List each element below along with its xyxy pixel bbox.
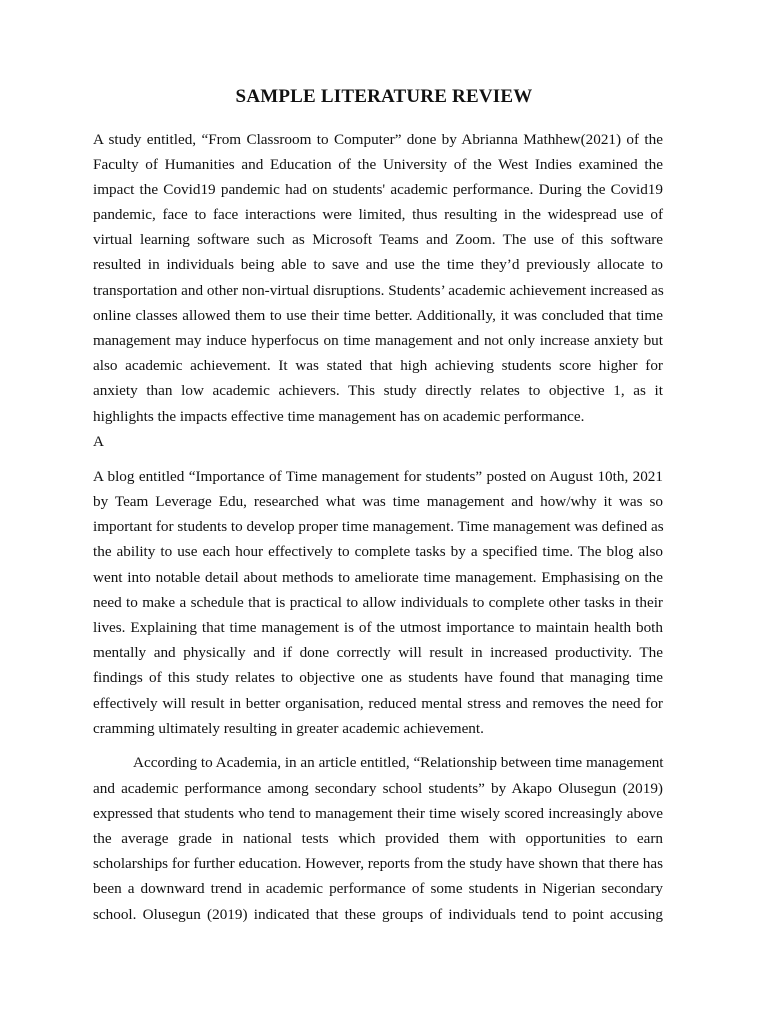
paragraph-2-line: the ability to use each hour effectively to complete tasks by a specified time. The blog also [93, 543, 663, 560]
paragraph-3-line: scholarships for further education. However, reports from the study have shown that there has [93, 855, 664, 872]
paragraph-1-last-line: highlights the impacts effective time management has on academic performance. [93, 408, 585, 425]
paragraph-3-line: and academic performance among secondary school students” by Akapo Olusegun (2019) [93, 780, 663, 797]
paragraph-2-line: mentally and physically and if done correctly will result in increased productivity. The [93, 644, 663, 661]
paragraph-2-last-line: cramming ultimately resulting in greater academic achievement. [93, 720, 484, 737]
paragraph-1-line: transportation and other non-virtual disruptions. Students’ academic achievement increased as [93, 282, 664, 299]
paragraph-1-line: Faculty of Humanities and Education of the University of the West Indies examined the [93, 156, 663, 173]
paragraph-3-line: school. Olusegun (2019) indicated that these groups of individuals tend to point accusing [93, 906, 663, 923]
paragraph-1-line: virtual learning software such as Microsoft Teams and Zoom. The use of this software [93, 231, 663, 248]
paragraph-1-line: pandemic, face to face interactions were limited, thus resulting in the widespread use of [93, 206, 663, 223]
paragraph-1-line: anxiety than low academic achievers. This study directly relates to objective 1, as it [93, 382, 663, 399]
paragraph-2-line: lives. Explaining that time management is of the utmost importance to maintain health both [93, 619, 663, 636]
paragraph-2-line: went into notable detail about methods to ameliorate time management. Emphasising on the [93, 569, 663, 586]
paragraph-3-first-line: According to Academia, in an article entitled, “Relationship between time management [133, 754, 664, 771]
paragraph-3-line: the average grade in national tests which provided them with opportunities to earn [93, 830, 663, 847]
paragraph-2-line: A blog entitled “Importance of Time management for students” posted on August 10th, 2021 [93, 468, 663, 485]
paragraph-3-line: expressed that students who tend to management their time wisely scored increasingly above [93, 805, 663, 822]
paragraph-2-line: findings of this study relates to objective one as students have found that managing time [93, 669, 663, 686]
paragraph-1-line: management may induce hyperfocus on time management and not only increase anxiety but [93, 332, 663, 349]
paragraph-3-line: been a downward trend in academic performance of some students in Nigerian secondary [93, 880, 663, 897]
paragraph-1-line: impact the Covid19 pandemic had on students' academic performance. During the Covid19 [93, 181, 663, 198]
paragraph-2-line: by Team Leverage Edu, researched what was time management and how/why it was so [93, 493, 663, 510]
paragraph-1-line: also academic achievement. It was stated that high achieving students score higher for [93, 357, 663, 374]
paragraph-2-line: effectively will result in better organisation, reduced mental stress and removes the need for [93, 695, 663, 712]
paragraph-2-line: need to make a schedule that is practical to allow individuals to complete other tasks in their [93, 594, 663, 611]
paragraph-1-line: resulted in individuals being able to save and use the time they’d previously allocate to [93, 256, 663, 273]
paragraph-1-line: online classes allowed them to use their time better. Additionally, it was concluded that time [93, 307, 663, 324]
stray-line: A [93, 433, 104, 450]
paragraph-1-line: A study entitled, “From Classroom to Computer” done by Abrianna Mathhew(2021) of the [93, 131, 663, 148]
paragraph-2-line: important for students to develop proper time management. Time management was defined as [93, 518, 664, 535]
document-title: SAMPLE LITERATURE REVIEW [235, 86, 533, 107]
